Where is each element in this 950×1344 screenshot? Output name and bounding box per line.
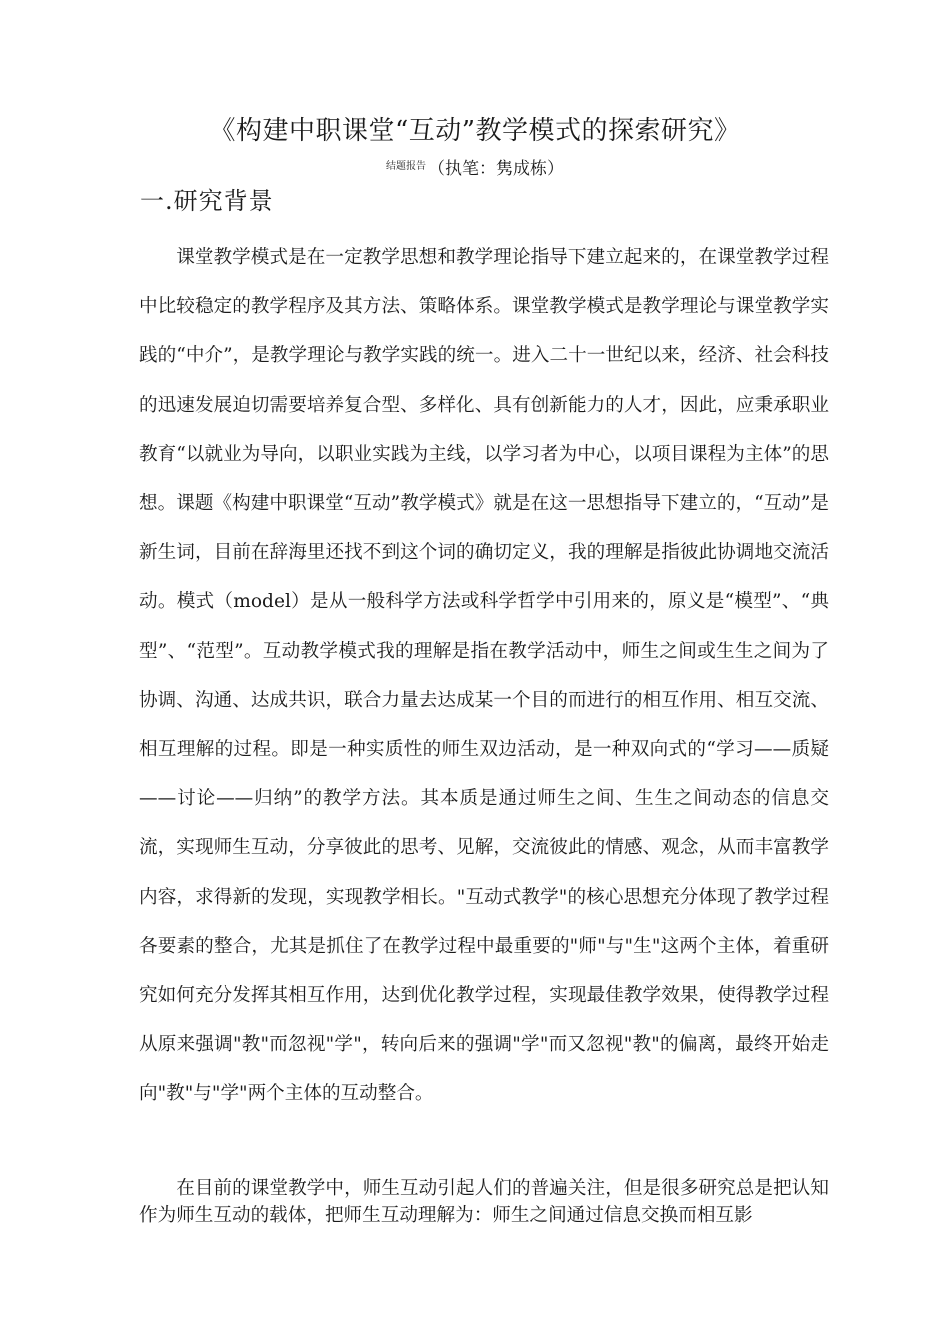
report-label: 结题报告	[386, 161, 426, 172]
report-subtitle-line	[0, 156, 950, 180]
body-paragraph: 在目前的课堂教学中，师生互动引起人们的普遍关注，但是很多研究总是把认知作为师生互动的载体，把师生互动理解为：师生之间通过信息交换而相互影	[139, 1178, 829, 1226]
document-title: 《构建中职课堂“互动”教学模式的探索研究》	[209, 116, 741, 146]
author-line: （执笔：隽成栋）	[428, 159, 564, 179]
section-heading: 一.研究背景	[140, 187, 274, 215]
body-paragraph: 课堂教学模式是在一定教学思想和教学理论指导下建立起来的，在课堂教学过程中比较稳定的教学程序及其方法、策略体系。课堂教学模式是教学理论与课堂教学实践的“中介”，是教学理论与教学实践的统一。进入二十一世纪以来，经济、社会科技的迅速发展迫切需要培养复合型、多样化、具有创新能力的人才，因此，应秉承职业教育“以就业为导向，以职业实践为主线，以学习者为中心，以项目课程为主体”的思想。课题《构建中职课堂“互动”教学模式》就是在这一思想指导下建立的，“互动”是新生词，目前在辞海里还找不到这个词的确切定义，我的理解是指彼此协调地交流活动。模式（model）是从一般科学方法或科学哲学中引用来的，原义是“模型”、“典型”、“范型”。互动教学模式我的理解是指在教学活动中，师生之间或生生之间为了协调、沟通、达成共识，联合力量去达成某一个目的而进行的相互作用、相互交流、相互理解的过程。即是一种实质性的师生双边活动，是一种双向式的“学习——质疑——讨论——归纳”的教学方法。其本质是通过师生之间、生生之间动态的信息交流，实现师生互动，分享彼此的思考、见解，交流彼此的情感、观念，从而丰富教学内容，求得新的发现，实现教学相长。"互动式教学"的核心思想充分体现了教学过程各要素的整合，尤其是抓住了在教学过程中最重要的"师"与"生"这两个主体，着重研究如何充分发挥其相互作用，达到优化教学过程，实现最佳教学效果，使得教学过程从原来强调"教"而忽视"学"，转向后来的强调"学"而又忽视"教"的偏离，最终开始走向"教"与"学"两个主体的互动整合。	[139, 247, 829, 1105]
